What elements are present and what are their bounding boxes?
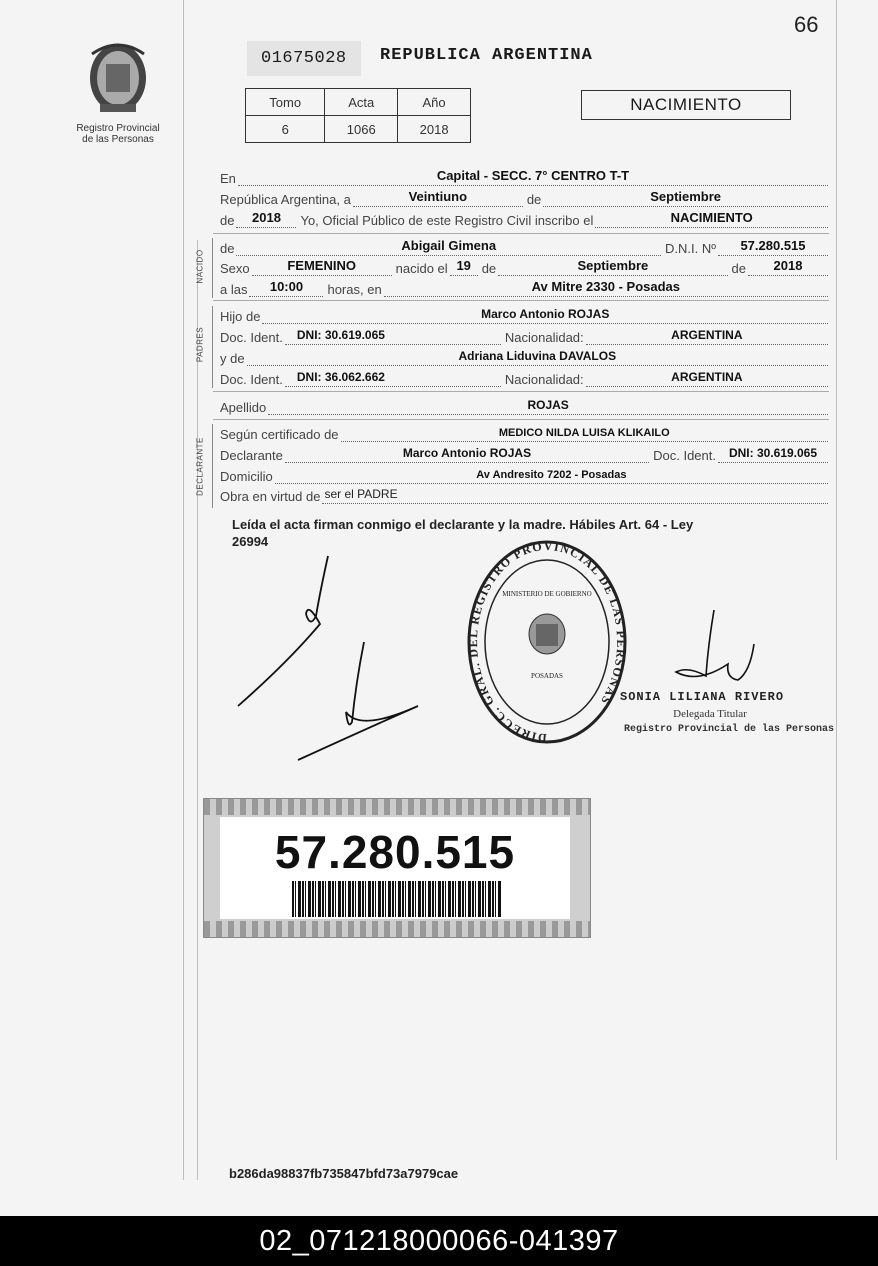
closing-text-line2: 26994 — [232, 534, 269, 549]
mother-nationality-label: Nacionalidad: — [504, 372, 584, 387]
birth-year: 2018 — [773, 258, 803, 273]
birth-time: 10:00 — [269, 279, 304, 294]
row-hora — [220, 279, 828, 297]
row-hijo-de — [220, 306, 828, 324]
father-doc-label: Doc. Ident. — [220, 330, 283, 345]
father-doc: DNI: 30.619.065 — [296, 328, 385, 342]
record-type-box: NACIMIENTO — [581, 90, 791, 120]
republica-label: República Argentina, a — [220, 192, 351, 207]
month-value: Septiembre — [650, 189, 722, 204]
de-label: de — [526, 192, 542, 207]
page-number: 66 — [794, 12, 819, 37]
father-name: Marco Antonio ROJAS — [481, 307, 610, 321]
anio-value: 2018 — [398, 116, 471, 143]
dni-sticker — [203, 798, 591, 938]
birth-day: 19 — [456, 258, 471, 273]
sticker-number: 57.280.515 — [274, 826, 516, 878]
declarante-doc-label: Doc. Ident. — [653, 448, 716, 463]
tomo-value: 6 — [246, 116, 325, 143]
row-nacido-name — [220, 238, 828, 256]
padres-bar — [212, 306, 213, 388]
serial-number: 01675028 — [247, 41, 361, 76]
obra-value: ser el PADRE — [324, 487, 398, 501]
right-margin-line — [836, 0, 837, 1160]
country-title: REPUBLICA ARGENTINA — [380, 46, 593, 65]
hijo-de-label: Hijo de — [220, 309, 261, 324]
declarante-doc: DNI: 30.619.065 — [728, 446, 818, 460]
declarante-section-label: DECLARANTE — [195, 437, 205, 496]
domicilio-label: Domicilio — [220, 469, 273, 484]
row-inscribo — [220, 210, 828, 228]
birth-month: Septiembre — [577, 258, 649, 273]
mother-doc-label: Doc. Ident. — [220, 372, 283, 387]
row-republica — [220, 189, 828, 207]
official-signature — [668, 606, 768, 696]
row-domicilio — [220, 466, 828, 484]
birth-place: Av Mitre 2330 - Posadas — [531, 279, 681, 294]
declarante-bar — [212, 424, 213, 508]
rule-padres-top — [213, 300, 829, 301]
mother-name: Adriana Liduvina DAVALOS — [458, 349, 617, 363]
domicilio-value: Av Andresito 7202 - Posadas — [476, 469, 627, 481]
sexo-label: Sexo — [220, 261, 250, 276]
apellido-label: Apellido — [220, 400, 267, 415]
record-table — [245, 88, 471, 143]
declarante-label: Declarante — [220, 448, 283, 463]
sticker-band-bottom — [204, 921, 590, 937]
de2-label: de — [220, 213, 235, 228]
dni-label: D.N.I. Nº — [665, 241, 716, 256]
row-father-doc — [220, 327, 828, 345]
de-label-2: de — [481, 261, 497, 276]
official-name: SONIA LILIANA RIVERO — [620, 690, 785, 704]
nacido-de-label: de — [220, 241, 235, 256]
rule-nacido-top — [213, 233, 829, 234]
child-dni: 57.280.515 — [740, 238, 806, 253]
footer-code: 02_071218000066-041397 — [0, 1216, 878, 1266]
rule-declarante-top — [213, 419, 829, 420]
row-certificado — [220, 424, 828, 442]
padres-section-label: PADRES — [195, 326, 205, 363]
horas-label: horas, en — [327, 282, 382, 297]
row-y-de — [220, 348, 828, 366]
logo-text-line2: de las Personas — [82, 134, 154, 145]
acta-value: 1066 — [325, 116, 398, 143]
cert-label: Según certificado de — [220, 427, 339, 442]
obra-label: Obra en virtud de — [220, 489, 321, 504]
row-obra — [220, 486, 828, 504]
stamp-outer-text: DIRECC. GRAL. DEL REGISTRO PROVINCIAL DE LAS PERSONAS — [466, 538, 629, 746]
father-nationality-label: Nacionalidad: — [504, 330, 584, 345]
anio-header: Año — [398, 89, 471, 116]
official-stamp — [462, 538, 632, 748]
place-value: Capital - SECC. 7° CENTRO T-T — [436, 168, 630, 183]
mother-doc: DNI: 36.062.662 — [296, 370, 385, 384]
nacido-section-label: NACIDO — [195, 249, 205, 284]
registry-logo — [62, 34, 174, 145]
closing-text-line1: Leída el acta firman conmigo el declarante y la madre. Hábiles Art. 64 - Ley — [232, 517, 694, 532]
mother-nationality: ARGENTINA — [671, 370, 743, 384]
child-name: Abigail Gimena — [401, 238, 497, 253]
stamp-inner-text: MINISTERIO DE GOBIERNO — [502, 590, 592, 598]
document-hash: b286da98837fb735847bfd73a7979cae — [229, 1166, 459, 1181]
apellido-value: ROJAS — [527, 398, 569, 412]
official-role: Delegada Titular — [673, 708, 747, 720]
logo-text-line1: Registro Provincial — [76, 123, 160, 134]
sticker-band-top — [204, 799, 590, 815]
cert-value: MEDICO NILDA LUISA KLIKAILO — [498, 427, 670, 439]
row-en — [220, 168, 828, 186]
left-margin-line-2 — [197, 240, 198, 1180]
tomo-header: Tomo — [246, 89, 325, 116]
inscribo-value: NACIMIENTO — [670, 210, 753, 225]
de-label-3: de — [731, 261, 746, 276]
sexo-value: FEMENINO — [287, 258, 356, 273]
row-apellido — [220, 397, 828, 415]
row-sexo — [220, 258, 828, 276]
row-mother-doc — [220, 369, 828, 387]
declarant-signature — [228, 552, 438, 767]
inscribo-text: Yo, Oficial Público de este Registro Civil inscribo el — [300, 213, 594, 228]
a-las-label: a las — [220, 282, 248, 297]
declarante-name: Marco Antonio ROJAS — [402, 446, 532, 460]
en-label: En — [220, 171, 236, 186]
nacido-bar — [212, 238, 213, 298]
stamp-bottom-text: POSADAS — [531, 672, 563, 680]
acta-header: Acta — [325, 89, 398, 116]
father-nationality: ARGENTINA — [671, 328, 743, 342]
barcode-icon — [292, 881, 502, 917]
year-value: 2018 — [252, 210, 281, 225]
nacido-el-label: nacido el — [395, 261, 448, 276]
y-de-label: y de — [220, 351, 245, 366]
sticker-inner — [220, 817, 570, 919]
day-value: Veintiuno — [408, 189, 468, 204]
official-office: Registro Provincial de las Personas — [624, 724, 835, 735]
left-margin-line — [183, 0, 184, 1180]
rule-apellido-top — [213, 391, 829, 392]
province-seal-icon — [62, 34, 174, 118]
row-declarante — [220, 445, 828, 463]
